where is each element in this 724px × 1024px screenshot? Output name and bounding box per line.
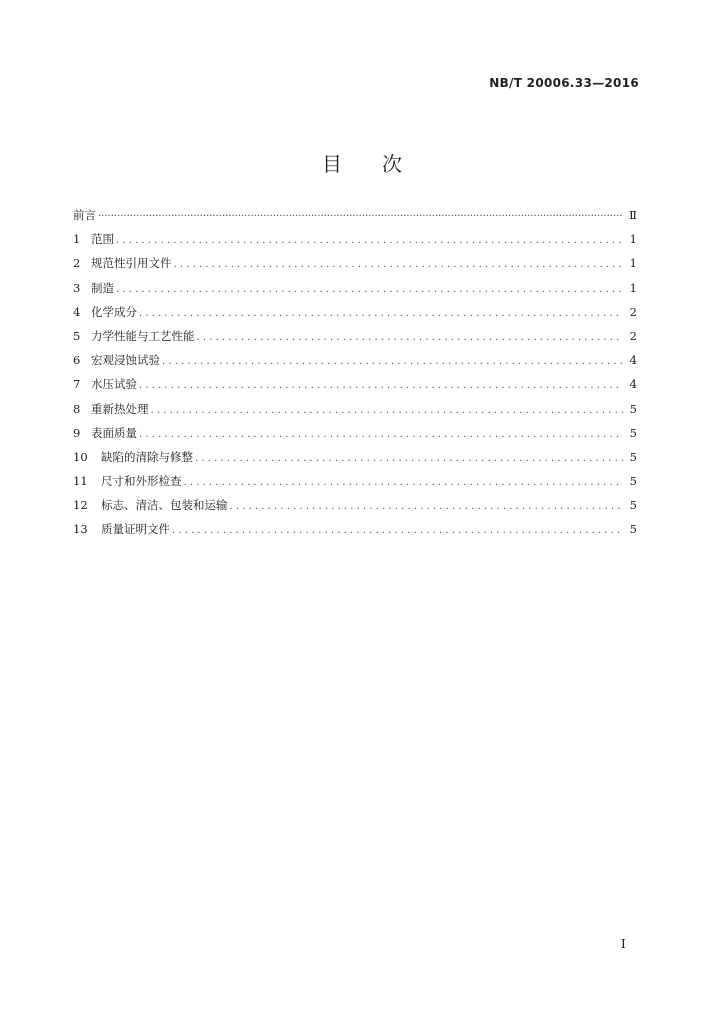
toc-entry-number: 13	[73, 522, 88, 537]
toc-entry-number: 11	[73, 474, 88, 489]
toc-entry-label: 标志、清洁、包装和运输	[101, 498, 228, 513]
toc-entry-page: 4	[629, 377, 637, 392]
toc-entry-number: 6	[73, 353, 81, 368]
toc-dot-leader	[174, 257, 624, 273]
toc-entry-number: 9	[73, 425, 81, 440]
toc-entry-label: 尺寸和外形检查	[101, 474, 182, 489]
toc-entry[interactable]	[73, 352, 637, 376]
toc-dot-leader	[98, 209, 623, 225]
toc-entry-label: 宏观浸蚀试验	[91, 353, 160, 368]
toc-dot-leader	[139, 427, 623, 443]
toc-entry-label: 重新热处理	[91, 401, 149, 416]
toc-entry[interactable]	[73, 425, 637, 449]
toc-entry-label: 范围	[91, 232, 114, 247]
toc-entry-label: 制造	[91, 280, 114, 295]
toc-entry[interactable]	[73, 207, 637, 231]
toc-entry[interactable]	[73, 304, 637, 328]
toc-dot-leader	[197, 330, 624, 346]
toc-entry-label: 水压试验	[91, 377, 137, 392]
toc-entry-number: 1	[73, 232, 81, 247]
toc-entry-page: 5	[629, 498, 637, 513]
toc-entry[interactable]	[73, 255, 637, 279]
toc-entry-label: 缺陷的清除与修整	[101, 449, 193, 464]
toc-entry-number: 12	[73, 498, 88, 513]
toc-entry-label: 规范性引用文件	[91, 256, 172, 271]
toc-entry[interactable]	[73, 231, 637, 255]
toc-entry-label: 表面质量	[91, 425, 137, 440]
toc-entry[interactable]	[73, 401, 637, 425]
toc-dot-leader	[230, 499, 624, 515]
toc-entry-page: 5	[629, 425, 637, 440]
toc-entry-label: 前言	[73, 208, 96, 222]
toc-entry-page: 5	[629, 522, 637, 537]
toc-entry[interactable]	[73, 449, 637, 473]
toc-entry-label: 质量证明文件	[101, 522, 170, 537]
toc-entry-number: 10	[73, 449, 88, 464]
page-number: I	[621, 937, 626, 951]
table-of-contents	[73, 207, 637, 546]
toc-entry-label: 力学性能与工艺性能	[91, 328, 195, 343]
toc-entry-number: 8	[73, 401, 81, 416]
toc-entry-page: 5	[629, 449, 637, 464]
toc-entry-page: 1	[629, 256, 637, 271]
toc-dot-leader	[184, 475, 624, 491]
toc-entry-page: 5	[629, 474, 637, 489]
title-char-1: 目	[322, 152, 342, 176]
toc-dot-leader	[139, 306, 623, 322]
toc-entry-number: 5	[73, 328, 81, 343]
toc-entry-page: 1	[629, 280, 637, 295]
toc-dot-leader	[195, 451, 623, 467]
toc-dot-leader	[172, 523, 623, 539]
page-title	[0, 148, 724, 177]
toc-entry-number: 7	[73, 377, 81, 392]
toc-entry[interactable]	[73, 473, 637, 497]
toc-entry-page: 2	[629, 304, 637, 319]
toc-entry[interactable]	[73, 280, 637, 304]
toc-dot-leader	[151, 403, 624, 419]
toc-entry[interactable]	[73, 497, 637, 521]
toc-dot-leader	[162, 354, 623, 370]
toc-entry-number: 4	[73, 304, 81, 319]
toc-entry-page: 5	[629, 401, 637, 416]
document-code: NB/T 20006.33—2016	[489, 76, 639, 90]
toc-dot-leader	[116, 233, 623, 249]
toc-entry-page: 4	[629, 353, 637, 368]
toc-entry[interactable]	[73, 328, 637, 352]
toc-entry[interactable]	[73, 376, 637, 400]
toc-dot-leader	[116, 282, 623, 298]
toc-entry-page: 1	[629, 232, 637, 247]
toc-entry[interactable]	[73, 521, 637, 545]
toc-dot-leader	[139, 378, 623, 394]
toc-entry-number: 3	[73, 280, 81, 295]
toc-entry-page: 2	[629, 328, 637, 343]
toc-entry-label: 化学成分	[91, 304, 137, 319]
toc-entry-page: Ⅱ	[629, 208, 637, 222]
title-char-2: 次	[382, 152, 402, 176]
toc-entry-number: 2	[73, 256, 81, 271]
